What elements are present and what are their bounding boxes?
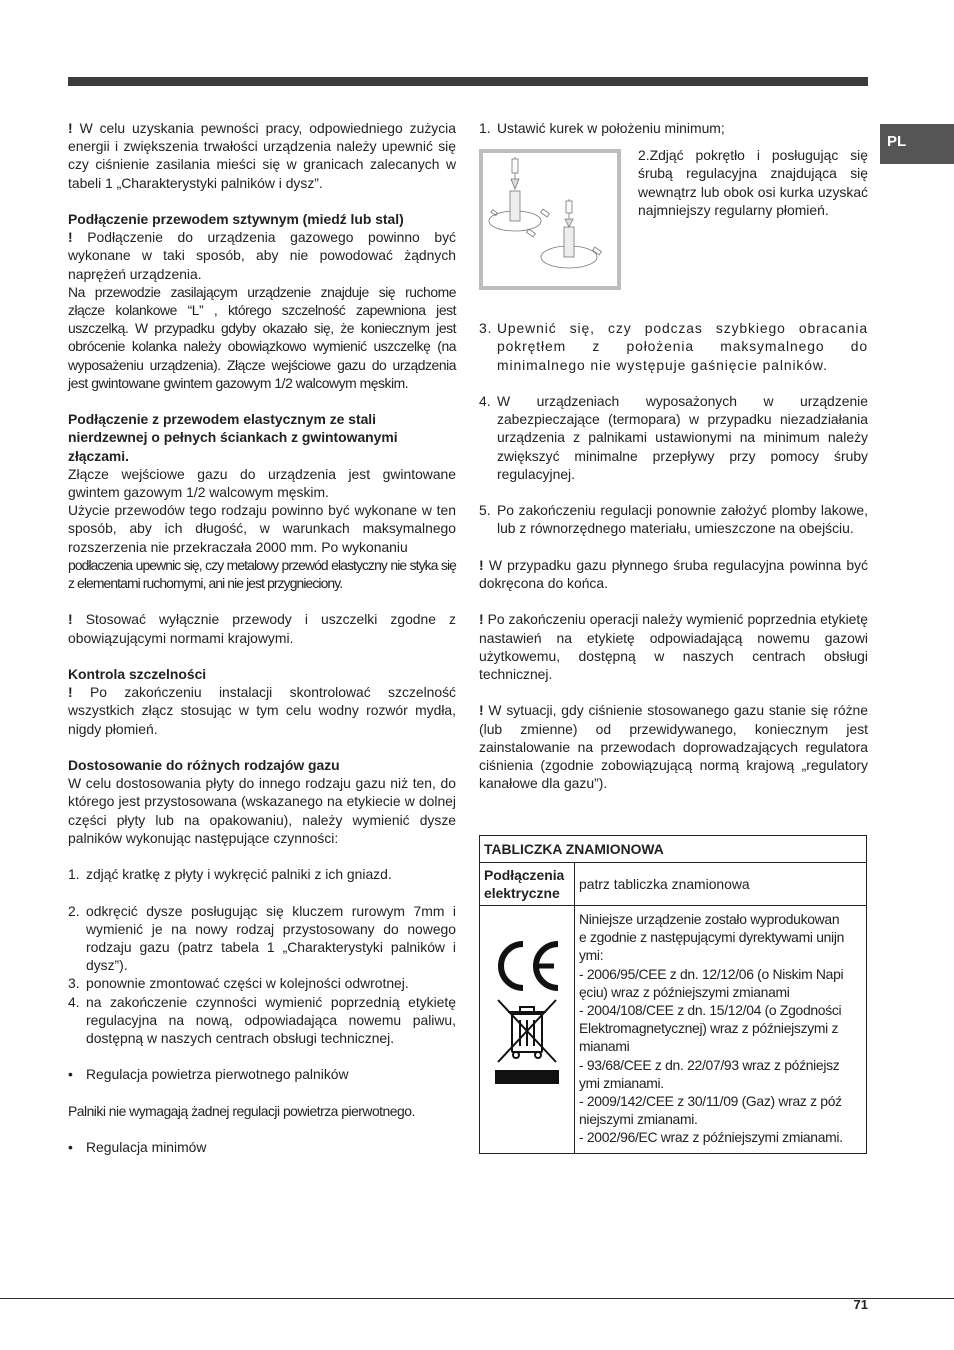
norm-note: ! Stosować wyłącznie przewody i uszczelki zgodne z obowiązującymi normami krajowymi. [68,611,456,646]
list-item: 4. W urządzeniach wyposażonych w urządzenie zabezpieczające (termopara) w przypadku niezadziałania urządzenia z palnikami ustawionymi na minimum należy zwiększyć minimalne przepływy przy pomocy śruby regulacyjnej. [479,393,868,482]
warning-mark: ! [68,120,73,136]
pressure-regulator-note: ! W sytuacji, gdy ciśnienie stosowanego gazu stanie się różne (lub zmienne) od przewidywanego, koniecznym jest zainstalowanie na przewodach doprowadzających regulatora ciśnienia (zgodnie zobowiązującą normą krajową „regulatory kanałowe dla gazu”). [479,702,868,792]
adjustment-diagram-row [479,149,868,297]
warning-mark: ! [68,229,73,246]
screwdriver-burner-icon [483,153,617,286]
warning-mark: ! [68,611,73,628]
label-note: ! Po zakończeniu operacji należy wymienić poprzednia etykietę nastawień na etykietę odpowiadającą nowemu gazowi użytkowemu, dostępną w naszych centrach obsługi technicznej. [479,611,868,682]
electrical-connections-label: Podłączenia elektryczne [480,863,575,906]
list-item: 2. odkręcić dysze posługując się kluczem rurowym 7mm i wymienić je na nowy rodzaj przystosowany do nowego rodzaju gazu (patrz tabela 1 „Charakterystyki palników i dysz”). [68,902,456,974]
leak-check-paragraph: ! Po zakończeniu instalacji skontrolować szczelność wszystkich złącz stosując w tym celu wodny rozwór mydła, nigdy płomień. [68,684,456,737]
adaptation-paragraph: W celu dostosowania płyty do innego rodzaju gazu niż ten, do którego jest przystosowana (wskazanego na etykiecie w dolnej części płyty lub na opakowaniu), należy wymienić dysze palników wykonując następujące czynności: [68,775,456,846]
list-item: 3. ponownie zmontować części w kolejności odwrotnej. [68,975,409,992]
rigid-paragraph-1: ! Podłączenie do urządzenia gazowego powinno być wykonane w taki sposób, aby nie powodować żądnych naprężeń urządzenia. [68,229,456,282]
warning-mark: ! [479,611,484,628]
heading-gas-adaptation: Dostosowanie do różnych rodzajów gazu [68,757,340,774]
warning-mark: ! [479,702,484,719]
left-column [68,119,456,1156]
list-item: 5. Po zakończeniu regulacji ponownie założyć plomby lakowe, lub z równorzędnego materiału, umieszczone na obejściu. [479,502,868,537]
warning-mark: ! [479,556,484,573]
rating-plate-title: TABLICZKA ZNAMIONOWA [480,836,867,863]
rigid-paragraph-2: Na przewodzie zasilającym urządzenie znajduje się ruchome złącze kolankowe “L” , którego szczelność zapewniona jest uszczelką. W przypadku gdyby okazało się, że koniecznym jest obrócenie kolanka należy obowiązkowo wymienić uszczelkę (na wyposażeniu urządzenia). Złącze wejściowe gazu do urządzenia jest gwintowane gwintem gazowym 1/2 walcowym męskim. [68,283,456,391]
ce-mark-icon [501,944,558,988]
ce-and-weee-icons [492,936,562,1086]
list-item: 1. zdjąć kratkę z płyty i wykręcić palniki z ich gniazd. [68,866,392,883]
step-2-text: 2.Zdjąć pokrętło i posługując się śrubą regulacyjna znajdująca się wewnątrz lub obok osi kurka uzyskać najmniejszy regularny płomień. [638,147,868,218]
heading-rigid-connection: Podłączenie przewodem sztywnym (miedź lub stal) [68,211,404,227]
lpg-note: ! W przypadku gazu płynnego śruba regulacyjna powinna być dokręcona do końca. [479,556,868,591]
weee-bar-icon [495,1070,559,1084]
header-bar [68,77,868,86]
marks-cell [480,906,575,1154]
footer-rule [0,1298,954,1299]
page-number: 71 [853,1297,868,1312]
warning-mark: ! [68,684,73,701]
pressure-note: ! W celu uzyskania pewności pracy, odpowiedniego zużycia energii i zwiększenia trwałości urządzenia należy upewnić się czy ciśnienie zasilania mieści się w granicach zalecanych w tabeli 1 „Charakterystyki palników i dysz”. [68,120,456,191]
rating-plate-table [479,835,867,1154]
bullet-item: • Regulacja minimów [68,1139,207,1156]
flex-paragraph-2: Użycie przewodów tego rodzaju powinno być wykonane w ten sposób, aby ich długość, w warunkach maksymalnego rozszerzenia nie przekraczała 2000 mm. Po wykonaniu [68,502,456,555]
flex-paragraph-1: Złącze wejściowe gazu do urządzenia jest gwintowane gwintem gazowym 1/2 walcowym męskim. [68,465,456,501]
list-item: 1. Ustawić kurek w położeniu minimum; [479,120,725,136]
burner-adjustment-illustration [479,149,621,290]
electrical-connections-value: patrz tabliczka znamionowa [575,863,867,906]
heading-flexible-connection: Podłączenie z przewodem elastycznym ze stali nierdzewnej o pełnych ściankach z gwintowanymi złączami. [68,411,398,464]
list-item: 4. na zakończenie czynności wymienić poprzednią etykietę regulacyjna na nową, odpowiadająca nowemu paliwu, dostępną w naszych centrach obsługi technicznej. [68,993,456,1047]
list-item: 3. Upewnić się, czy podczas szybkiego obracania pokrętłem z położenia maksymalnego do minimalnego nie występuje gaśnięcie palników. [479,320,868,373]
directives-cell: Niniejsze urządzenie zostało wyprodukowan e zgodnie z następującymi dyrektywami unijn ymi: - 2006/95/CEE z dn. 12/12/06 (o Niskim Napi ęciu) wraz z późniejszymi zmianami - 2004/108/CEE z dn. 15/12/04 (o Zgodności Elektromagnetycznej) wraz z późniejszymi z mianami - 93/68/CEE z dn. 22/07/93 wraz z późniejsz ymi zmianami. - 2009/142/CEE z 30/11/09 (Gaz) wraz z póź niejszymi zmianami. - 2002/96/EC wraz z późniejszymi zmianami. [575,906,867,1154]
primary-air-paragraph: Palniki nie wymagają żadnej regulacji powietrza pierwotnego. [68,1102,415,1119]
bullet-item: • Regulacja powietrza pierwotnego palników [68,1066,349,1083]
right-column [479,119,868,792]
flex-paragraph-2b: podłaczenia upewnic się, czy metalowy przewód elastyczny nie styka się z elementami ruchomymi, ani nie jest przygnieciony. [68,556,456,592]
language-tab: PL [880,124,954,164]
weee-crossed-bin-icon [498,1000,556,1062]
heading-leak-check: Kontrola szczelności [68,666,207,683]
